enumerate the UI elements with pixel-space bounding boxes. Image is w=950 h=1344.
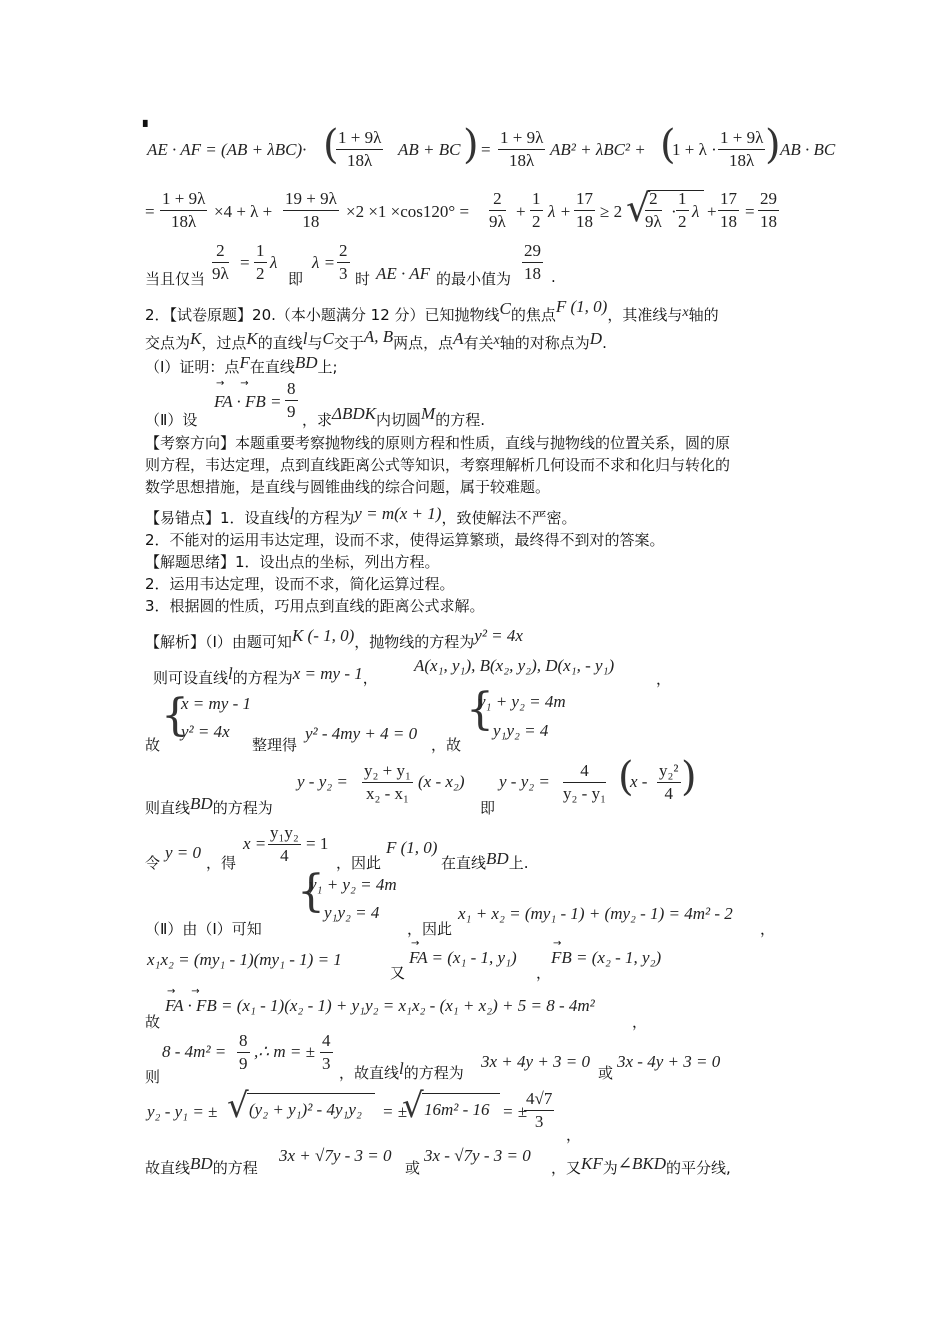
vector-arrow-icon: → xyxy=(411,938,420,949)
yicuo-line-2: 2．不能对的运用韦达定理，设而不求，使得运算繁琐，最终得不到对的答案。 xyxy=(145,531,665,549)
kaocha-line-1: 【考察方向】本题重要考察抛物线的原则方程和性质，直线与抛物线的位置关系，圆的原 xyxy=(145,434,731,452)
yicuo-line-1: 【易错点】1．设直线l的方程为y = m(x + 1)，致使解法不严密。 xyxy=(145,504,577,527)
jieti-line-3: 3．根据圆的性质，巧用点到直线的距离公式求解。 xyxy=(145,597,485,615)
sqrt-icon: √ xyxy=(402,1086,424,1126)
sqrt-icon: √ xyxy=(626,186,651,230)
vector-arrow-icon: → → xyxy=(167,986,200,997)
eq1-lhs: AE · AF = (AB + λBC)· xyxy=(147,140,307,159)
jieti-line-2: 2．运用韦达定理，设而不求，简化运算过程。 xyxy=(145,575,455,593)
vector-arrow-icon: → → xyxy=(216,378,249,389)
system-brace: { xyxy=(161,690,189,741)
document-page: ▘ AE · AF = (AB + λBC)· ( $\frac{1 + 9\lambda}{18\lambda}$ AB + BC ) = $\frac{1 + 9\lambda}{18\lambda}$ AB² + λBC² + ( 1 + λ · $\frac{1 + 9\lambda}{18\lambda}$ ) AB · BC = $\frac{1 + 9\lambda}{18\lambda}$ ×4 + λ + $\frac{19 + 9\lambda}{18}$ ×2 ×1 ×cos120° = $\frac{2}{9\lambda}$ + $\frac{1}{2}$ λ + $\frac{17}{18}$ ≥ 2 √ $\frac{2}{9\lambda}$ · $\frac{1}{2}$ λ + $\frac{17}{18}$ = $\frac{29}{18}$ 当且仅当 $\frac{2}{9\lambda}$ = $\frac{1}{2}$ λ 即 λ = $\frac{2}{3}$ 时 AE · AF 的最小值为 $\frac{29}{18}$ . 2．【试卷原题】20.（本小题满分 12 分）已知抛物线C的焦点F (1, 0)，其准线与x轴的 交点为K，过点K的直线l与C交于A, B两点，点A有关x轴的对称点为D. （Ⅰ）证明：点F在直线BD上; （Ⅱ）设 → → FA · FB = $\frac{8}{9}$ ，求ΔBDK内切圆M的方程. 【考察方向】本题重要考察抛物线的原则方程和性质，直线与抛物线的位置关系，圆的原 则方程，韦达定理，点到直线距离公式等知识，考察理解析几何设而不求和化归与转化的 数学思想措施，是直线与圆锥曲线的综合问题，属于较难题。 【易错点】1．设直线l的方程为y = m(x + 1)，致使解法不严密。 2．不能对的运用韦达定理，设而不求，使得运算繁琐，最终得不到对的答案。 【解题思绪】1．设出点的坐标，列出方程。 2．运用韦达定理，设而不求，简化运算过程。 3．根据圆的性质，巧用点到直线的距离公式求解。 【解析】（Ⅰ）由题可知K (- 1, 0)，抛物线的方程为y² = 4x 则可设直线l的方程为x = my - 1， A(x₁, y₁), B(x₂, y₂), D(x₁, - y₁) ， 故 { x = my - 1 y² = 4x 整理得 y² - 4my + 4 = 0 ，故 { y₁ + y₂ = 4m y₁y₂ = 4 则直线BD的方程为 y - y₂ = $\frac{\text{y₂ + y₁}}{\text{x₂ - x₁}}$ (x - x₂) 即 y - y₂ = $\frac{4}{\text{y₂ - y₁}}$ ( x - $\frac{\text{y₂²}}{4}$ ) 令 y = 0 ，得 x = $\frac{\text{y₁y₂}}{4}$ = 1 ，因此 F (1, 0) 在直线BD上. （Ⅱ）由（Ⅰ）可知 { y₁ + y₂ = 4m y₁y₂ = 4 ，因此 x₁ + x₂ = (my₁ - 1) + (my₂ - 1) = 4m² - 2 ， x₁x₂ = (my₁ - 1)(my₁ - 1) = 1 又 → FA = (x₁ - 1, y₁) ， → FB = (x₂ - 1, y₂) 故 → → FA · FB = (x₁ - 1)(x₂ - 1) + y₁y₂ = x₁x₂ - (x₁ + x₂) + 5 = 8 - 4m² ， 则 8 - 4m² = $\frac{8}{9}$ ,∴ m = ± $\frac{4}{3}$ ，故直线l的方程为 3x + 4y + 3 = 0 或 3x - 4y + 3 = 0 y₂ - y₁ = ± √ (y₂ + y₁)² - 4y₁y₂ = ± √ 16m² - 16 = ± $\frac{4√7}{3}$ ， 故直线BD的方程 3x + √7y - 3 = 0 或 3x - √7y - 3 = 0 ，又KF为∠BKD的平分线, xyxy=(143,120,836,1177)
sqrt-icon: √ xyxy=(227,1086,249,1126)
eq1-frac-c: $\frac{1 + 9\lambda}{18\lambda}$ xyxy=(720,128,764,170)
kaocha-line-2: 则方程，韦达定理，点到直线距离公式等知识，考察理解析几何设而不求和化归与转化的 xyxy=(145,456,731,474)
eq1-frac-b: $\frac{1 + 9\lambda}{18\lambda}$ xyxy=(500,128,544,170)
eq1-frac-a: $\frac{1 + 9\lambda}{18\lambda}$ xyxy=(338,128,382,170)
vector-arrow-icon: → xyxy=(553,938,562,949)
bullet-mark: ▘ xyxy=(143,120,153,134)
jieti-line-1: 【解题思绪】1．设出点的坐标，列出方程。 xyxy=(145,553,440,571)
kaocha-line-3: 数学思想措施，是直线与圆锥曲线的综合问题，属于较难题。 xyxy=(145,478,551,496)
